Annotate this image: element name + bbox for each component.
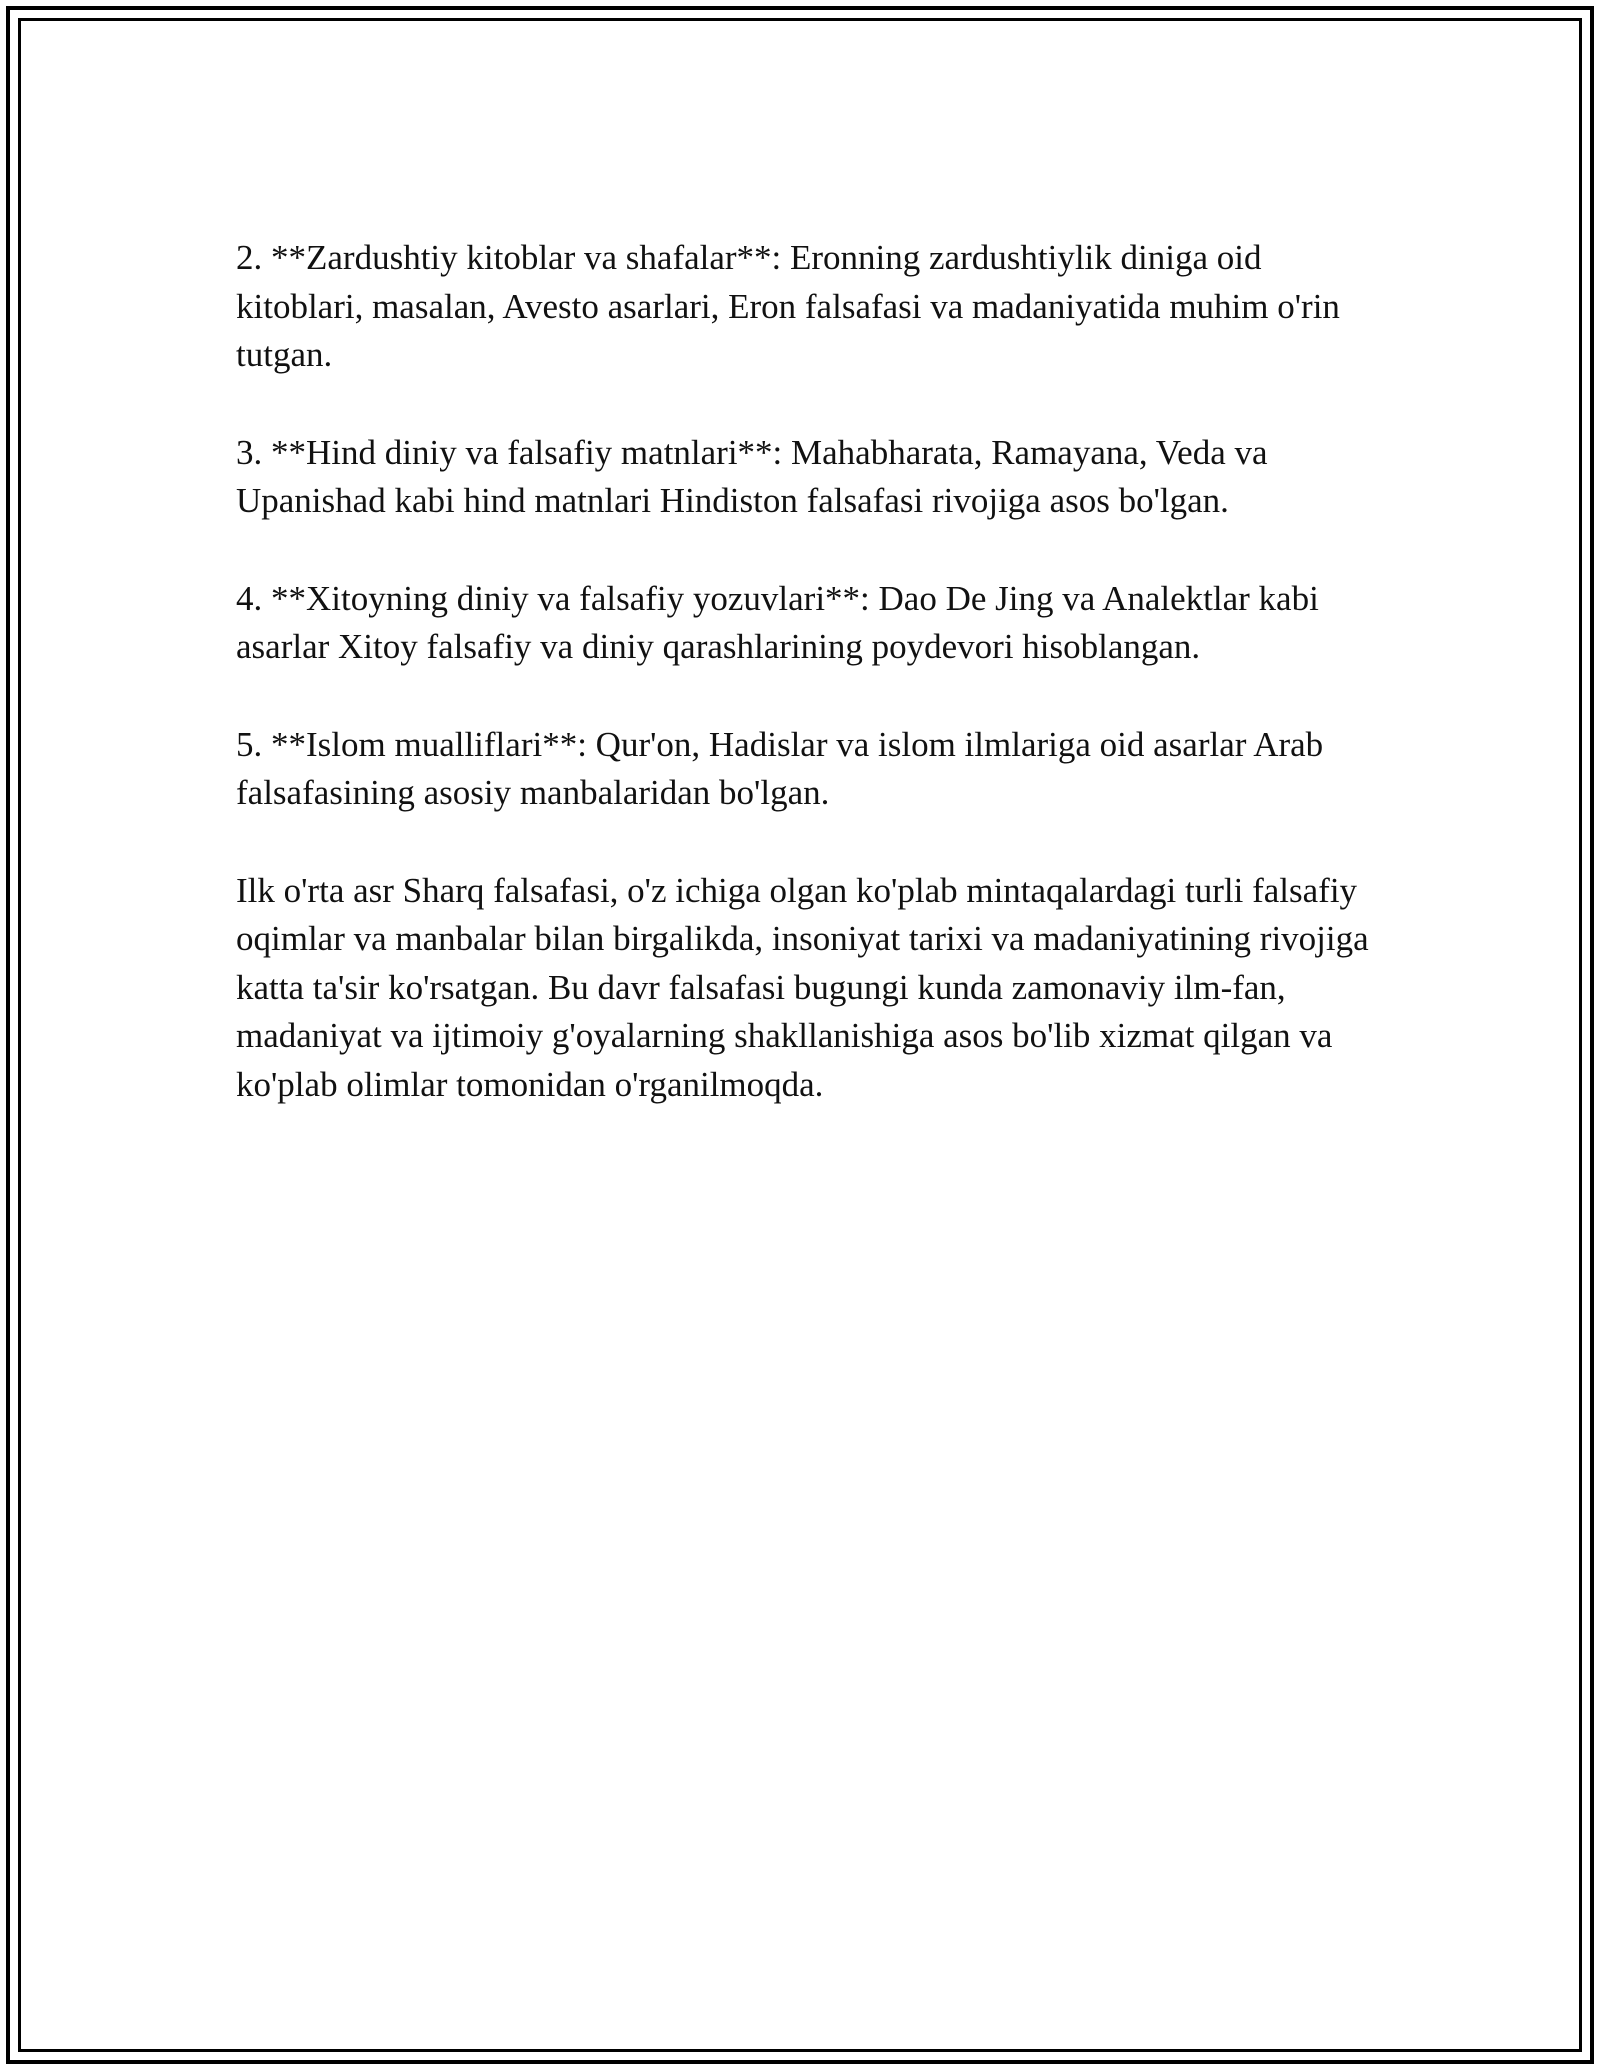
paragraph-conclusion: Ilk o'rta asr Sharq falsafasi, o'z ichiga olgan ko'plab mintaqalardagi turli falsafiy oqimlar va manbalar bilan birgalikda, insoniyat tarixi va madaniyatining rivojiga katta ta'sir ko'rsatgan. Bu davr falsafasi bugungi kunda zamonaviy ilm-fan, madaniyat va ijtimoiy g'oyalarning shakllanishiga asos bo'lib xizmat qilgan va ko'plab olimlar tomonidan o'rganilmoqda. [236,870,1369,1104]
paragraph-hind-matnlari: 3. **Hind diniy va falsafiy matnlari**: Mahabharata, Ramayana, Veda va Upanishad kabi hind matnlari Hindiston falsafasi rivojiga asos bo'lgan. [236,432,1268,520]
paragraph-zardushtiy-kitoblar: 2. **Zardushtiy kitoblar va shafalar**: Eronning zardushtiylik diniga oid kitoblari, masalan, Avesto asarlari, Eron falsafasi va madaniyatida muhim o'rin tutgan. [236,238,1340,374]
paragraph-islom-mualliflari: 5. **Islom mualliflari**: Qur'on, Hadislar va islom ilmlariga oid asarlar Arab falsafasining asosiy manbalaridan bo'lgan. [236,724,1324,812]
paragraph-xitoy-yozuvlari: 4. **Xitoyning diniy va falsafiy yozuvlari**: Dao De Jing va Analektlar kabi asarlar Xitoy falsafiy va diniy qarashlarining poydevori hisoblangan. [236,578,1319,666]
document-body [236,234,1376,1109]
